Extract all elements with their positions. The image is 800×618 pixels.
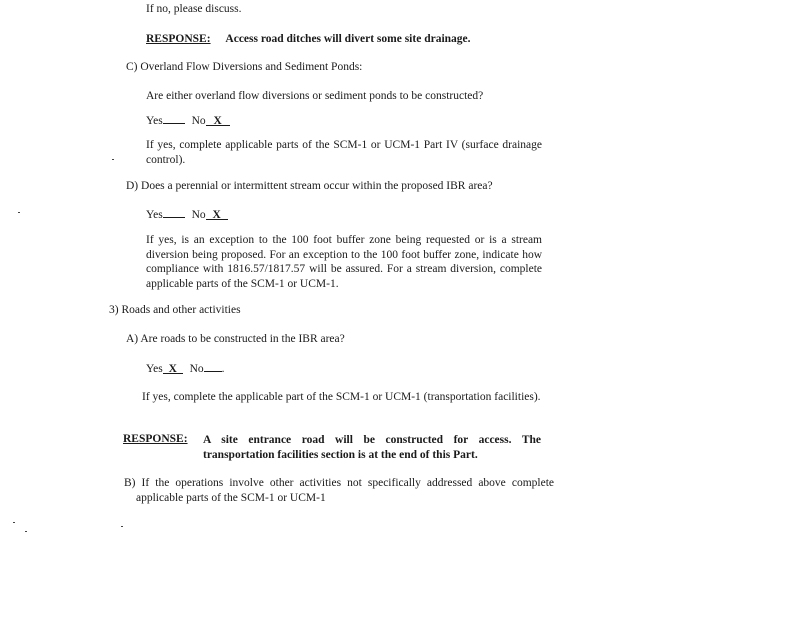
section-d-answer: [146, 207, 228, 222]
response-1-text: Access road ditches will divert some site drainage.: [225, 33, 471, 45]
section-b-paragraph: B) If the operations involve other activities not specifically addressed above complete applicable parts of the SCM-1 or UCM-1: [124, 477, 554, 504]
response-2-label: RESPONSE:: [123, 433, 188, 445]
no-mark: X: [212, 209, 221, 221]
section-d-heading: D) Does a perennial or intermittent stream occur within the proposed IBR area?: [126, 180, 493, 192]
scan-speck: [112, 159, 114, 160]
section-c-paragraph: If yes, complete applicable parts of the SCM-1 or UCM-1 Part IV (surface drainage control).: [146, 139, 542, 166]
section-c-question: Are either overland flow diversions or sediment ponds to be constructed?: [146, 90, 484, 102]
scan-speck: [25, 531, 27, 532]
response-1: [146, 33, 471, 46]
scan-speck: [121, 526, 123, 527]
section-c-answer: [146, 113, 230, 128]
if-no-line: If no, please discuss.: [146, 3, 242, 15]
yes-blank: [163, 207, 185, 218]
no-blank: [206, 115, 230, 126]
no-blank: [204, 361, 222, 372]
no-mark: X: [213, 115, 222, 127]
yes-label: Yes: [146, 209, 163, 221]
section-a-paragraph: If yes, complete the applicable part of the SCM-1 or UCM-1 (transportation facilities).: [142, 391, 541, 403]
section-c-heading: C) Overland Flow Diversions and Sediment Ponds:: [126, 61, 363, 73]
section-3-heading: 3) Roads and other activities: [109, 304, 241, 316]
no-label: No: [189, 363, 204, 375]
no-blank: [206, 209, 228, 220]
response-2-text: A site entrance road will be constructed for access. The transportation facilities section is at the end of this Part.: [203, 434, 541, 461]
section-d-paragraph: If yes, is an exception to the 100 foot buffer zone being requested or is a stream diversion being proposed. For an exception to the 100 foot buffer zone, indicate how compliance with 1816.57/1817.57 will be assured. For a stream diversion, complete applicable parts of the SCM-1 or UCM-1.: [146, 234, 542, 290]
no-label: No: [191, 115, 206, 127]
no-label: No: [191, 209, 206, 221]
yes-label: Yes: [146, 115, 163, 127]
yes-blank: [163, 113, 185, 124]
scan-speck: [18, 212, 20, 213]
yes-blank: [163, 363, 183, 374]
yes-label: Yes: [146, 363, 163, 375]
yes-mark: X: [168, 363, 177, 375]
response-1-label: RESPONSE:: [146, 33, 211, 45]
section-a-answer: Yes X No .: [146, 363, 225, 375]
section-a-heading: A) Are roads to be constructed in the IBR area?: [126, 333, 345, 345]
scan-speck: [13, 522, 15, 523]
